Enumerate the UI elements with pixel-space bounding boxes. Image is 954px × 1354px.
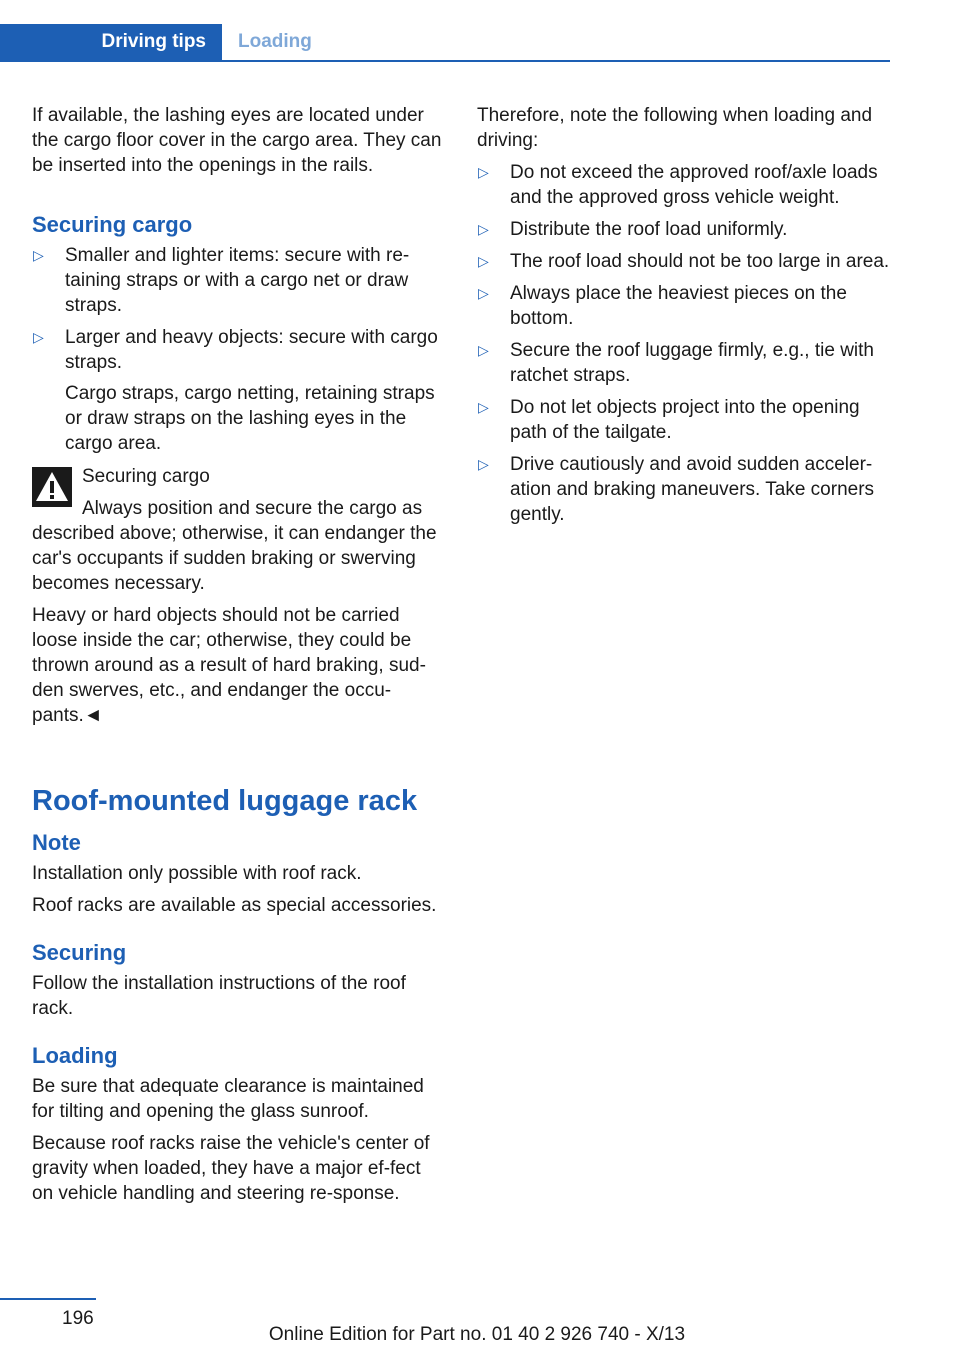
loading-heading: Loading [32,1043,118,1068]
right-column [477,103,891,534]
list-item-text: Do not exceed the approved roof/axle loads and the approved gross vehicle weight. [510,162,878,208]
list-item [477,249,891,274]
list-item [477,160,891,210]
list-item-text: Distribute the roof load uniformly. [510,219,788,240]
page-number: 196 [62,1308,94,1329]
list-item-text: Smaller and lighter items: secure with re-taining straps or with a cargo net or draw straps. [65,245,410,316]
footer-divider [0,1298,96,1300]
loading-paragraph: Because roof racks raise the vehicle's center of gravity when loaded, they have a major ef-fect on vehicle handling and steering re-sponse. [32,1133,430,1204]
list-item [32,325,446,456]
page-header [0,0,890,62]
list-item [477,338,891,388]
list-item-text: Always place the heaviest pieces on the bottom. [510,283,847,329]
note-paragraph: Roof racks are available as special accessories. [32,895,437,916]
edition-note: Online Edition for Part no. 01 40 2 926 740 - X/13 [268,1324,686,1345]
intro-paragraph: If available, the lashing eyes are located under the cargo floor cover in the cargo area. They can be inserted into the openings in the rails. [32,105,442,176]
header-divider [0,60,890,62]
warning-box [32,464,446,728]
securing-cargo-list [32,243,446,456]
list-item-text: Do not let objects project into the opening path of the tailgate. [510,397,860,443]
note-heading: Note [32,830,81,855]
list-item-text: Secure the roof luggage firmly, e.g., tie with ratchet straps. [510,340,874,386]
list-item [32,243,446,318]
list-item [477,217,891,242]
list-item-text: The roof load should not be too large in area. [510,251,890,272]
securing-paragraph: Follow the installation instructions of the roof rack. [32,973,406,1019]
loading-tips-list [477,160,891,527]
section-tab-loading[interactable]: Loading [238,31,312,52]
warning-body-continued: Heavy or hard objects should not be carried loose inside the car; otherwise, they could be thrown around as a result of hard braking, sud-den swerves, etc., and endanger the occu-pants.◄ [32,605,426,726]
list-item [477,281,891,331]
warning-body: Always position and secure the cargo as described above; otherwise, it can endanger the car's occupants if sudden braking or swerving becomes necessary. [32,498,437,594]
triangle-bullet-icon: ▷ [478,285,489,301]
warning-title: Securing cargo [82,466,210,487]
triangle-bullet-icon: ▷ [478,456,489,472]
note-paragraph: Installation only possible with roof rack. [32,863,362,884]
section-tab-driving-tips[interactable]: Driving tips [0,24,222,61]
list-item-text: Drive cautiously and avoid sudden acceler-ation and braking maneuvers. Take corners gently. [510,454,875,525]
left-column [32,103,446,1213]
right-intro-paragraph: Therefore, note the following when loading and driving: [477,105,873,151]
securing-heading: Securing [32,940,127,965]
triangle-bullet-icon: ▷ [478,342,489,358]
list-item [477,452,891,527]
list-item-text: Larger and heavy objects: secure with cargo straps. [65,327,438,373]
triangle-bullet-icon: ▷ [478,253,489,269]
list-item [477,395,891,445]
triangle-bullet-icon: ▷ [478,164,489,180]
securing-cargo-heading: Securing cargo [32,212,193,237]
triangle-bullet-icon: ▷ [478,399,489,415]
warning-icon [32,467,72,507]
triangle-bullet-icon: ▷ [33,247,44,263]
roof-rack-heading: Roof-mounted luggage rack [32,785,418,817]
loading-paragraph: Be sure that adequate clearance is maintained for tilting and opening the glass sunroof. [32,1076,424,1122]
triangle-bullet-icon: ▷ [478,221,489,237]
triangle-bullet-icon: ▷ [33,329,44,345]
list-item-subtext: Cargo straps, cargo netting, retaining straps or draw straps on the lashing eyes in the cargo area. [65,383,435,454]
